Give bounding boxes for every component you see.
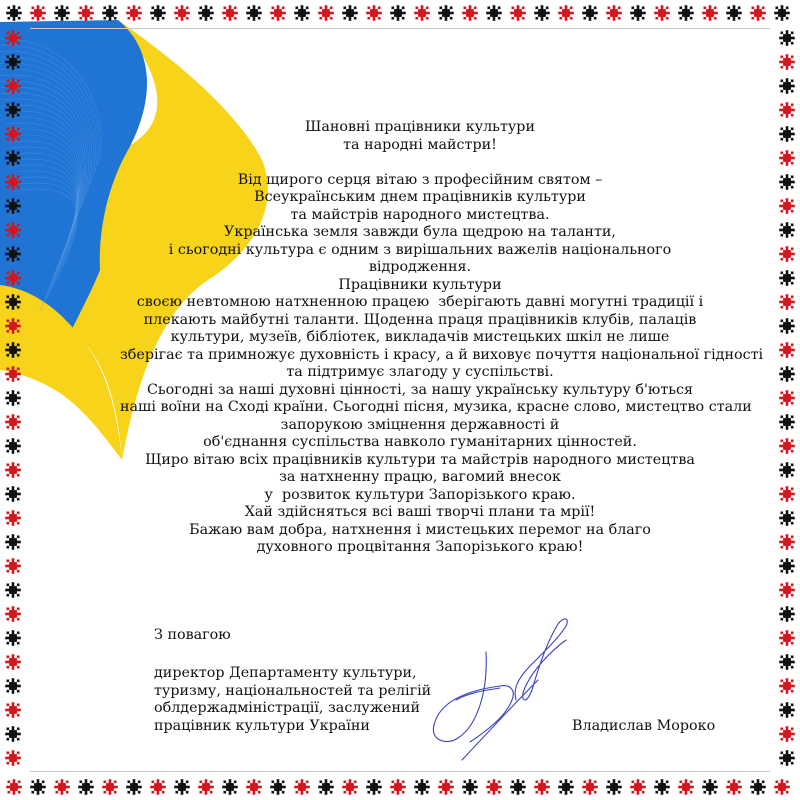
signature-stroke xyxy=(433,652,513,742)
position-line: облдержадміністрації, заслужений xyxy=(154,700,421,716)
body-line: плекають майбутні таланти. Щоденна праця працівників клубів, палаців xyxy=(143,311,697,328)
body-line: та підтримує злагоду у суспільстві. xyxy=(286,364,554,380)
body-line: Бажаю вам добра, натхнення і мистецьких перемог на благо xyxy=(189,521,651,538)
body-line: у розвиток культури Запорізького краю. xyxy=(264,486,576,503)
position-line: директор Департаменту культури, xyxy=(154,665,417,681)
body-line: Хай здійсняться всі ваші творчі плани та мрії! xyxy=(244,504,596,520)
body-line: культури, музеїв, бібліотек, викладачів мистецьких шкіл не лише xyxy=(170,329,670,345)
body-line: об'єднання суспільства навколо гуманітарних цінностей. xyxy=(203,434,637,450)
body-line: духовного процвітання Запорізького краю! xyxy=(256,539,584,555)
body-line: наші воїни на Сході країни. Сьогодні пісня, музика, красне слово, мистецтво стали xyxy=(120,399,752,415)
body-line: і сьогодні культура є одним з вирішальних важелів національного xyxy=(168,241,672,258)
body-line: за натхненну працю, вагомий внесок xyxy=(279,469,561,485)
greeting-line: Шановні працівники культури xyxy=(305,119,535,135)
signature-stroke xyxy=(515,619,567,700)
body-line: зберігає та примножує духовність і красу, а й виховує почуття національної гідності xyxy=(120,346,764,363)
signer-name: Владислав Мороко xyxy=(572,718,716,734)
body-line: Всеукраїнським днем працівників культури xyxy=(254,189,586,205)
body-line: Українська земля завжди була щедрою на таланти, xyxy=(224,224,616,240)
body-line: своєю невтомною натхненною працею зберігають давні могутні традиції і xyxy=(136,294,704,310)
body-line: відродження. xyxy=(368,259,472,275)
body-line: Від щирого серця вітаю з професійним святом – xyxy=(237,171,603,188)
body-line: запорукою зміцнення державності й xyxy=(280,416,560,433)
body-line: Щиро вітаю всіх працівників культури та майстрів народного мистецтва xyxy=(145,451,695,468)
greeting-line: та народні майстри! xyxy=(343,136,497,153)
body-line: Сьогодні за наші духовні цінності, за нашу українську культуру б'ються xyxy=(146,381,694,398)
closing-phrase: З повагою xyxy=(154,627,231,643)
position-line: туризму, національностей та релігій xyxy=(154,682,432,699)
position-line: працівник культури України xyxy=(154,717,370,734)
body-line: та майстрів народного мистецтва. xyxy=(290,206,550,223)
body-line: Працівники культури xyxy=(338,276,502,293)
